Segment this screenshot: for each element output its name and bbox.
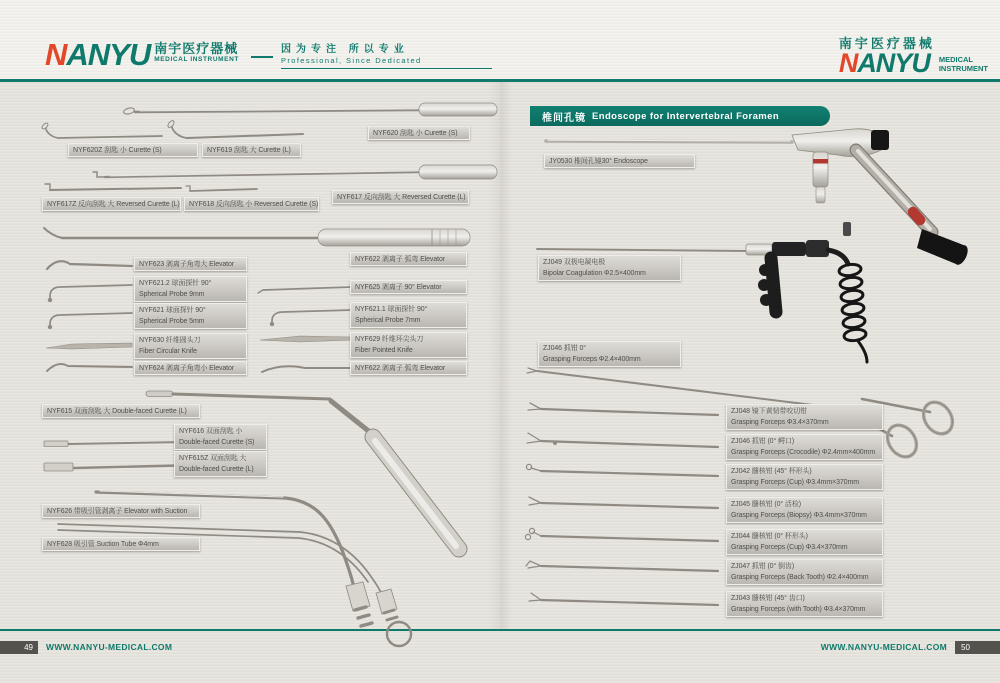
- label-zj049: [538, 255, 681, 281]
- label-text: NYF625 剥离子 90° Elevator: [355, 284, 442, 291]
- label-text: NYF616 双面刮匙 小: [179, 428, 243, 435]
- page-number-left: 49: [0, 641, 38, 654]
- label-text: Fiber Circular Knife: [139, 347, 197, 355]
- label-zj047: [726, 559, 883, 585]
- instrument-nyf617-reversed-curette: [93, 165, 497, 179]
- label-text: NYF619 刮匙 大 Curette (L): [207, 147, 291, 154]
- label-zj044: [726, 529, 883, 555]
- label-nyf622a: [350, 252, 467, 266]
- label-text: Spherical Probe 9mm: [139, 290, 205, 298]
- label-nyf620z: [68, 143, 198, 157]
- label-text: NYF621.2 球面探针 90°: [139, 280, 212, 287]
- label-text: Grasping Forceps (Back Tooth) Φ2.4×400mm: [731, 573, 869, 581]
- instrument-nyf630-knife: [46, 343, 132, 349]
- brand-wordmark: [838, 48, 935, 78]
- label-nyf629: [350, 332, 467, 358]
- label-text: Grasping Forceps (Cup) Φ3.4mm×370mm: [731, 478, 859, 486]
- brand-logo-right: [838, 36, 988, 78]
- instrument-jy0530-endoscope: [546, 129, 970, 267]
- brand-logo-left: [45, 37, 492, 72]
- label-text: ZJ045 髓核钳 (0° 活检): [731, 501, 801, 508]
- brand-cn: 南宇医疗器械: [838, 36, 935, 51]
- label-text: Fiber Pointed Knife: [355, 346, 413, 354]
- label-nyf615: [42, 404, 200, 418]
- label-text: NYF615Z 双面刮匙 大: [179, 455, 247, 462]
- label-text: NYF618 反向刮匙 小 Reversed Curette (S): [189, 201, 319, 208]
- brand-rest: ANYU: [66, 37, 151, 72]
- section-title-cn: 椎间孔镜: [542, 112, 586, 124]
- instrument-nyf625-elevator: [258, 287, 352, 293]
- section-title-en: Endoscope for Intervertebral Foramen: [592, 110, 780, 122]
- slogan: [281, 44, 492, 69]
- label-nyf622b: [350, 361, 467, 375]
- instrument-zj044-shaft: [525, 528, 718, 541]
- label-text: ZJ044 髓核钳 (0° 杯形头): [731, 533, 808, 540]
- instrument-nyf621-1-probe: [270, 310, 352, 326]
- label-text: Grasping Forceps (Cup) Φ3.4×370mm: [731, 543, 848, 551]
- brand-subtitle-line2: INSTRUMENT: [938, 63, 988, 73]
- label-nyf617z: [42, 197, 181, 211]
- instrument-nyf622-elevator-small: [262, 366, 352, 372]
- brand-stack: [838, 36, 935, 78]
- instrument-nyf629-knife: [260, 336, 352, 342]
- section-banner: [530, 106, 830, 126]
- label-nyf621-2: [134, 276, 247, 302]
- label-zj048: [726, 404, 883, 430]
- label-zj045: [726, 497, 883, 523]
- label-nyf619: [202, 143, 301, 157]
- label-nyf630: [134, 333, 247, 359]
- label-text: ZJ046 抓钳 (0° 鳄口): [731, 438, 795, 445]
- label-nyf620: [368, 126, 470, 140]
- slogan-cn: 因为专注 所以专业: [280, 44, 409, 55]
- label-text: Grasping Forceps Φ3.4×370mm: [731, 418, 829, 426]
- instrument-zj046-crocodile-shaft: [527, 433, 718, 447]
- label-text: NYF626 带吸引管剥离子 Elevator with Suction: [47, 508, 188, 515]
- instrument-nyf618-reversed-curette: [186, 186, 257, 191]
- instrument-nyf621-probe: [48, 313, 132, 329]
- label-text: Bipolar Coagulation Φ2.5×400mm: [543, 269, 646, 277]
- label-text: ZJ047 抓钳 (0° 倒齿): [731, 563, 795, 570]
- label-nyf625: [350, 280, 467, 294]
- website-url-left: WWW.NANYU-MEDICAL.COM: [46, 642, 173, 652]
- label-text: NYF620Z 刮匙 小 Curette (S): [73, 147, 162, 154]
- label-text: NYF630 纤维圆头刀: [139, 337, 201, 344]
- label-nyf623: [134, 257, 247, 271]
- label-text: NYF617 反向刮匙 大 Reversed Curette (L): [337, 194, 466, 201]
- label-text: Spherical Probe 5mm: [139, 317, 205, 325]
- instrument-zj048-shaft: [528, 403, 718, 415]
- brand-initial: N: [838, 48, 858, 78]
- label-text: ZJ048 镜下黄韧带咬切钳: [731, 408, 807, 415]
- page-fold: [488, 80, 512, 629]
- label-nyf626: [42, 504, 200, 518]
- label-text: Double-faced Curette (S): [179, 438, 255, 446]
- label-text: NYF617Z 反向刮匙 大 Reversed Curette (L): [47, 201, 180, 208]
- label-text: NYF621 球面探针 90°: [139, 307, 206, 314]
- page-number-right: 50: [955, 641, 1000, 654]
- label-text: ZJ043 髓核钳 (45° 齿口): [731, 595, 805, 602]
- instrument-zj043-shaft: [529, 593, 718, 605]
- label-text: NYF622 剥离子 弧弯 Elevator: [355, 365, 445, 372]
- instrument-zj045-shaft: [529, 497, 718, 508]
- label-nyf616: [174, 424, 267, 450]
- instrument-nyf621-2-probe: [48, 285, 132, 302]
- label-text: ZJ042 髓核钳 (45° 杯形头): [731, 468, 812, 475]
- brand-subtitle-line1: MEDICAL: [938, 55, 973, 64]
- label-text: NYF623 剥离子角弯大 Elevator: [139, 261, 235, 268]
- website-url-right: WWW.NANYU-MEDICAL.COM: [820, 642, 947, 652]
- label-text: NYF628 吸引管 Suction Tube Φ4mm: [47, 541, 159, 548]
- label-text: Grasping Forceps (Crocodile) Φ2.4mm×400mm: [731, 448, 876, 456]
- instrument-nyf624-elevator: [47, 364, 132, 371]
- instrument-nyf620-curette: [123, 103, 497, 116]
- instrument-nyf622-elevator-long: [44, 228, 470, 246]
- label-text: NYF615 双面刮匙 大 Double-faced Curette (L): [47, 408, 187, 415]
- label-zj046-0: [538, 341, 681, 367]
- instrument-nyf619-curette: [167, 120, 303, 138]
- label-nyf621-1: [350, 302, 467, 328]
- brand-cn-block: [154, 42, 239, 64]
- footer-rule: [0, 629, 1000, 631]
- label-text: JY0530 椎间孔镜30° Endoscope: [549, 158, 648, 165]
- label-text: Double-faced Curette (L): [179, 465, 254, 473]
- label-text: Grasping Forceps Φ2.4×400mm: [543, 355, 641, 363]
- instrument-zj042-shaft: [526, 464, 718, 476]
- instrument-nyf623-elevator: [47, 261, 132, 269]
- label-text: Grasping Forceps (Biopsy) Φ3.4mm×370mm: [731, 511, 867, 519]
- label-nyf618: [184, 197, 319, 211]
- label-text: NYF621.1 球面探针 90°: [355, 306, 428, 313]
- label-nyf624: [134, 361, 247, 375]
- instrument-nyf617z-reversed-curette: [45, 184, 181, 190]
- brand-initial: N: [45, 37, 67, 72]
- brand-subtitle: MEDICAL INSTRUMENT: [154, 56, 239, 63]
- label-zj042: [726, 464, 883, 490]
- label-text: Spherical Probe 7mm: [355, 316, 421, 324]
- label-nyf615z: [174, 451, 267, 477]
- label-zj046-crocodile: [726, 434, 883, 460]
- label-zj043: [726, 591, 883, 617]
- brand-subtitle: [939, 56, 988, 73]
- label-text: ZJ049 双极电凝电极: [543, 259, 606, 266]
- brand-cn: 南宇医疗器械: [154, 41, 239, 56]
- label-jy0530: [544, 154, 695, 168]
- label-nyf617: [332, 190, 469, 204]
- brand-rest: ANYU: [857, 48, 930, 78]
- label-nyf621: [134, 303, 247, 329]
- divider-dash: [251, 56, 273, 58]
- brand-wordmark: [45, 37, 151, 72]
- instrument-nyf620z-curette: [41, 122, 162, 138]
- label-text: Grasping Forceps (with Tooth) Φ3.4×370mm: [731, 605, 866, 613]
- slogan-en: Professional, Since Dedicated: [281, 56, 492, 69]
- label-text: NYF624 剥离子角弯小 Elevator: [139, 365, 235, 372]
- label-text: NYF622 剥离子 弧弯 Elevator: [355, 256, 445, 263]
- label-text: ZJ046 抓钳 0°: [543, 345, 586, 352]
- label-nyf628: [42, 537, 200, 551]
- label-text: NYF629 纤维环尖头刀: [355, 336, 424, 343]
- instrument-zj047-shaft: [526, 561, 718, 571]
- label-text: NYF620 刮匙 小 Curette (S): [373, 130, 458, 137]
